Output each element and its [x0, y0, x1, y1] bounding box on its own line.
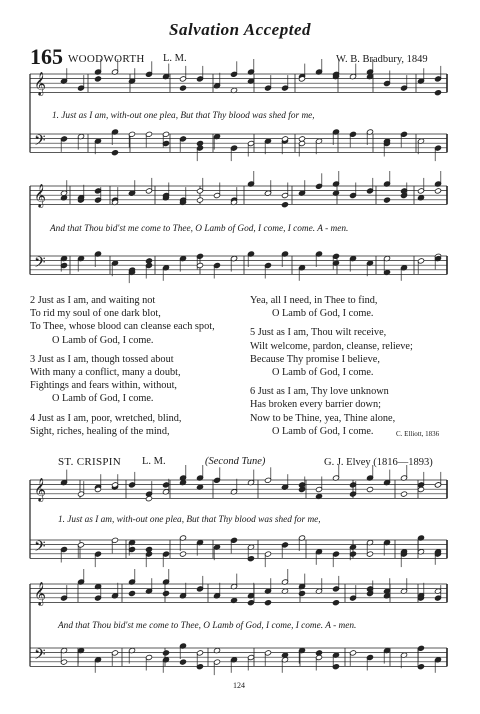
- note-head: [298, 590, 305, 596]
- verse: [30, 412, 215, 438]
- page-title: Salvation Accepted: [169, 20, 311, 39]
- meter: L. M.: [163, 53, 187, 64]
- note-head: [145, 258, 152, 264]
- note-head: [230, 145, 237, 151]
- verse-line: O Lamb of God, I come.: [272, 367, 374, 379]
- note-head: [417, 486, 424, 492]
- composer: G. J. Elvey (1816—1893): [324, 457, 433, 468]
- hymn-number: 165: [30, 44, 63, 69]
- verse-line: With many a conflict, many a doubt,: [30, 367, 181, 379]
- tune-name: ST. CRISPIN: [58, 456, 121, 468]
- page-number: 124: [233, 681, 245, 690]
- lyric-line: 1. Just as I am, with-out one plea, But that Thy blood was shed for me,: [58, 515, 321, 525]
- note-head: [383, 197, 390, 203]
- subtitle: (Second Tune): [205, 456, 266, 467]
- bass-clef-icon: 𝄢: [34, 254, 46, 275]
- verse-line: Fightings and fears within, without,: [30, 380, 178, 392]
- verse-line: O Lamb of God, I come.: [52, 334, 154, 346]
- treble-clef-icon: 𝄞: [34, 477, 46, 501]
- note-head: [298, 136, 305, 142]
- note-head: [434, 90, 441, 96]
- treble-clef-icon: 𝄞: [34, 581, 46, 605]
- note-head: [196, 140, 203, 146]
- verse-line: To rid my soul of one dark blot,: [30, 308, 161, 320]
- verse: [30, 353, 215, 406]
- verse-line: Sight, riches, healing of the mind,: [30, 425, 170, 437]
- verse-line: 4 Just as I am, poor, wretched, blind,: [30, 412, 182, 424]
- note-head: [434, 482, 441, 488]
- note-head: [315, 650, 322, 656]
- treble-clef-icon: 𝄞: [34, 183, 46, 207]
- verse-line: 5 Just as I am, Thou wilt receive,: [250, 327, 387, 339]
- note-head: [179, 85, 186, 91]
- note-head: [179, 551, 186, 557]
- note-head: [128, 590, 135, 596]
- note-head: [162, 590, 169, 596]
- verse: [250, 294, 413, 320]
- tune-name: WOODWORTH: [68, 53, 145, 65]
- bass-clef-icon: 𝄢: [34, 538, 46, 559]
- note-head: [366, 486, 373, 492]
- verse-line: 2 Just as I am, and waiting not: [30, 295, 156, 306]
- verses-right-column: [250, 294, 413, 444]
- verse-line: Has broken every barrier down;: [250, 399, 381, 411]
- verse: [250, 385, 413, 438]
- note-head: [264, 600, 271, 606]
- composer: W. B. Bradbury, 1849: [336, 54, 428, 65]
- lyric-line: And that Thou bid'st me come to Thee, O Lamb of God, I come, I come. A - men.: [50, 224, 349, 234]
- note-head: [111, 150, 118, 156]
- meter: L. M.: [142, 456, 166, 467]
- note-head: [145, 496, 152, 502]
- note-head: [94, 76, 101, 82]
- lyric-line: 1. Just as I am, with-out one plea, But that Thy blood was shed for me,: [52, 111, 315, 121]
- verse: [250, 326, 413, 379]
- note-head: [196, 197, 203, 203]
- lyric-line: And that Thou bid'st me come to Thee, O Lamb of God, I come, I come. A - men.: [58, 621, 357, 631]
- note-head: [281, 202, 288, 208]
- author-credit: C. Elliott, 1836: [396, 430, 440, 438]
- note-head: [145, 546, 152, 552]
- bass-clef-icon: 𝄢: [34, 646, 46, 667]
- verse-line: Now to be Thine, yea, Thine alone,: [250, 412, 396, 424]
- verse-line: To Thee, whose blood can cleanse each spot,: [30, 321, 215, 333]
- verse-line: Wilt welcome, pardon, cleanse, relieve;: [250, 340, 413, 352]
- verses-left-column: [30, 294, 215, 444]
- verse-line: O Lamb of God, I come.: [272, 425, 374, 437]
- verse-line: O Lamb of God, I come.: [52, 393, 154, 405]
- verse: [30, 294, 215, 347]
- note-head: [332, 600, 339, 606]
- note-head: [179, 659, 186, 665]
- treble-clef-icon: 𝄞: [34, 71, 46, 95]
- verse-line: Yea, all I need, in Thee to find,: [250, 295, 378, 306]
- verse-line: 3 Just as I am, though tossed about: [30, 353, 174, 365]
- verse-line: 6 Just as I am, Thy love unknown: [250, 386, 389, 398]
- note-head: [400, 491, 407, 497]
- note-head: [247, 600, 254, 606]
- verse-line: O Lamb of God, I come.: [272, 308, 374, 320]
- verse-line: Because Thy promise I believe,: [250, 353, 380, 365]
- note-head: [417, 664, 424, 670]
- note-head: [162, 650, 169, 656]
- note-head: [434, 188, 441, 194]
- bass-clef-icon: 𝄢: [34, 132, 46, 153]
